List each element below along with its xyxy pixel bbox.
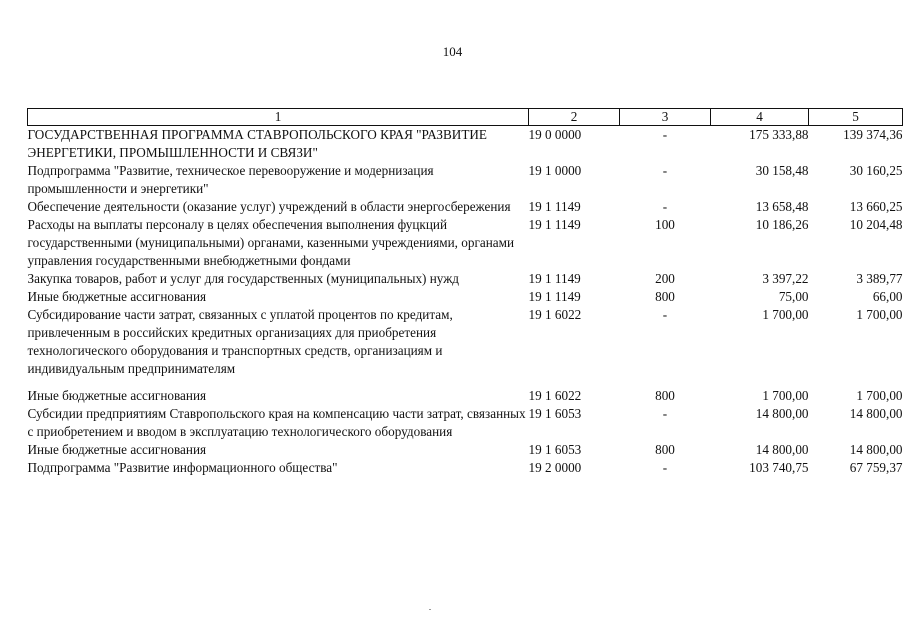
row-value-4: 13 658,48 bbox=[755, 199, 809, 214]
table-row bbox=[28, 288, 903, 306]
row-code: 19 1 0000 bbox=[528, 163, 582, 178]
row-name: Подпрограмма "Развитие, техническое перевооружение и модернизация промышленности и энергетики" bbox=[27, 163, 434, 196]
header-col-5: 5 bbox=[809, 109, 903, 126]
row-type: 800 bbox=[655, 442, 675, 457]
row-value-4: 30 158,48 bbox=[755, 163, 809, 178]
row-name: ГОСУДАРСТВЕННАЯ ПРОГРАММА СТАВРОПОЛЬСКОГО КРАЯ "РАЗВИТИЕ ЭНЕРГЕТИКИ, ПРОМЫШЛЕННОСТИ И СВЯЗИ" bbox=[27, 127, 487, 160]
row-type: - bbox=[662, 127, 668, 142]
row-name: Иные бюджетные ассигнования bbox=[27, 388, 207, 403]
row-value-5: 14 800,00 bbox=[849, 442, 903, 457]
row-code: 19 1 1149 bbox=[528, 199, 581, 214]
row-name: Субсидии предприятиям Ставропольского края на компенсацию части затрат, связанных с приобретением и вводом в эксплуатацию технологического оборудования bbox=[27, 406, 526, 439]
row-name: Иные бюджетные ассигнования bbox=[27, 442, 207, 457]
row-value-5: 67 759,37 bbox=[849, 460, 903, 475]
row-value-4: 175 333,88 bbox=[749, 127, 809, 142]
row-type: 100 bbox=[655, 217, 675, 232]
row-type: 200 bbox=[655, 271, 675, 286]
row-name: Закупка товаров, работ и услуг для государственных (муниципальных) нужд bbox=[27, 271, 460, 286]
row-value-4: 1 700,00 bbox=[762, 388, 809, 403]
table-row bbox=[28, 270, 903, 288]
row-value-5: 139 374,36 bbox=[843, 127, 903, 142]
table-row bbox=[28, 459, 903, 477]
row-name: Субсидирование части затрат, связанных с уплатой процентов по кредитам, привлеченным в российских кредитных организациях для приобретения технологического оборудования и транспортных средств, организациям и индивидуальным предпринимателям bbox=[27, 307, 453, 376]
row-code: 19 1 6022 bbox=[528, 388, 582, 403]
row-value-5: 66,00 bbox=[872, 289, 903, 304]
row-value-5: 30 160,25 bbox=[849, 163, 903, 178]
row-code: 19 1 1149 bbox=[528, 217, 581, 232]
header-col-1: 1 bbox=[28, 109, 529, 126]
row-name: Подпрограмма "Развитие информационного общества" bbox=[27, 460, 338, 475]
row-value-4: 1 700,00 bbox=[762, 307, 809, 322]
row-type: - bbox=[662, 406, 668, 421]
table-row bbox=[28, 162, 903, 198]
row-value-5: 1 700,00 bbox=[856, 388, 903, 403]
row-value-5: 10 204,48 bbox=[849, 217, 903, 232]
table-row bbox=[28, 441, 903, 459]
scan-dot bbox=[429, 609, 431, 610]
header-col-4: 4 bbox=[711, 109, 809, 126]
row-code: 19 1 6053 bbox=[528, 442, 582, 457]
row-value-5: 3 389,77 bbox=[856, 271, 903, 286]
row-name: Расходы на выплаты персоналу в целях обеспечения выполнения фуцкций государственными (муниципальными) органами, казенными учреждениями, органами управления государственными внебюджетными фондами bbox=[27, 217, 515, 268]
row-code: 19 2 0000 bbox=[528, 460, 582, 475]
header-row bbox=[28, 109, 903, 126]
budget-table bbox=[27, 108, 903, 477]
table-row bbox=[28, 198, 903, 216]
row-code: 19 1 6053 bbox=[528, 406, 582, 421]
table-row bbox=[28, 378, 903, 405]
row-value-4: 103 740,75 bbox=[749, 460, 809, 475]
row-code: 19 1 1149 bbox=[528, 289, 581, 304]
row-value-4: 3 397,22 bbox=[762, 271, 809, 286]
row-value-4: 10 186,26 bbox=[755, 217, 809, 232]
table-row bbox=[28, 306, 903, 378]
row-value-4: 14 800,00 bbox=[755, 442, 809, 457]
row-name: Иные бюджетные ассигнования bbox=[27, 289, 207, 304]
row-type: 800 bbox=[655, 388, 675, 403]
row-value-5: 14 800,00 bbox=[849, 406, 903, 421]
row-value-5: 13 660,25 bbox=[849, 199, 903, 214]
row-value-4: 75,00 bbox=[778, 289, 809, 304]
row-code: 19 1 1149 bbox=[528, 271, 581, 286]
row-type: - bbox=[662, 460, 668, 475]
row-code: 19 0 0000 bbox=[528, 127, 582, 142]
page-number: 104 bbox=[442, 44, 463, 59]
row-value-5: 1 700,00 bbox=[856, 307, 903, 322]
row-type: - bbox=[662, 199, 668, 214]
table-row bbox=[28, 126, 903, 163]
row-type: - bbox=[662, 163, 668, 178]
row-name: Обеспечение деятельности (оказание услуг) учреждений в области энергосбережения bbox=[27, 199, 511, 214]
row-value-4: 14 800,00 bbox=[755, 406, 809, 421]
row-type: - bbox=[662, 307, 668, 322]
table-row bbox=[28, 216, 903, 270]
row-code: 19 1 6022 bbox=[528, 307, 582, 322]
table-row bbox=[28, 405, 903, 441]
header-col-3: 3 bbox=[620, 109, 711, 126]
header-col-2: 2 bbox=[529, 109, 620, 126]
row-type: 800 bbox=[655, 289, 675, 304]
